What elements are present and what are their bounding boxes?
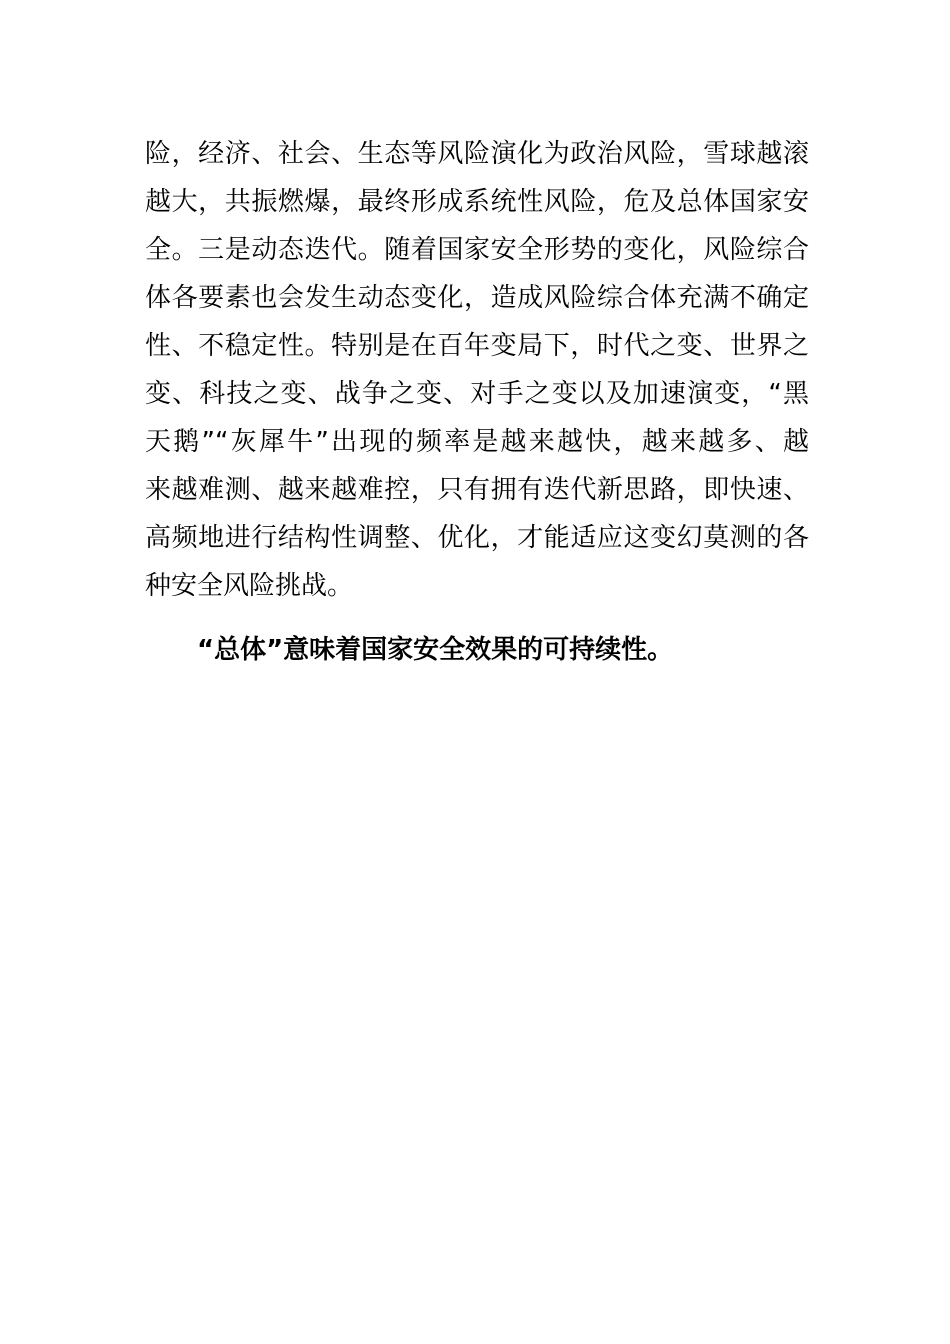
text-line-5: 性、不稳定性。特别是在百年变局下，时代之变、世界之	[145, 331, 809, 361]
text-line-2: 越大，共振燃爆，最终形成系统性风险，危及总体国家安	[145, 187, 809, 217]
text-line-4: 体各要素也会发生动态变化，造成风险综合体充满不确定	[145, 283, 809, 313]
text-line-1: 险，经济、社会、生态等风险演化为政治风险，雪球越滚	[145, 139, 809, 169]
text-line-6: 变、科技之变、战争之变、对手之变以及加速演变，“黑	[145, 379, 809, 409]
text-line-10: 种安全风险挑战。	[145, 571, 354, 601]
text-line-9: 高频地进行结构性调整、优化，才能适应这变幻莫测的各	[145, 523, 809, 553]
text-line-7: 天鹅”“灰犀牛”出现的频率是越来越快，越来越多、越	[145, 427, 809, 457]
bold-heading-paragraph: “总体”意味着国家安全效果的可持续性。	[197, 635, 674, 665]
text-line-3: 全。三是动态迭代。随着国家安全形势的变化，风险综合	[145, 235, 809, 265]
body-paragraph	[145, 130, 809, 610]
text-line-8: 来越难测、越来越难控，只有拥有迭代新思路，即快速、	[145, 475, 809, 505]
